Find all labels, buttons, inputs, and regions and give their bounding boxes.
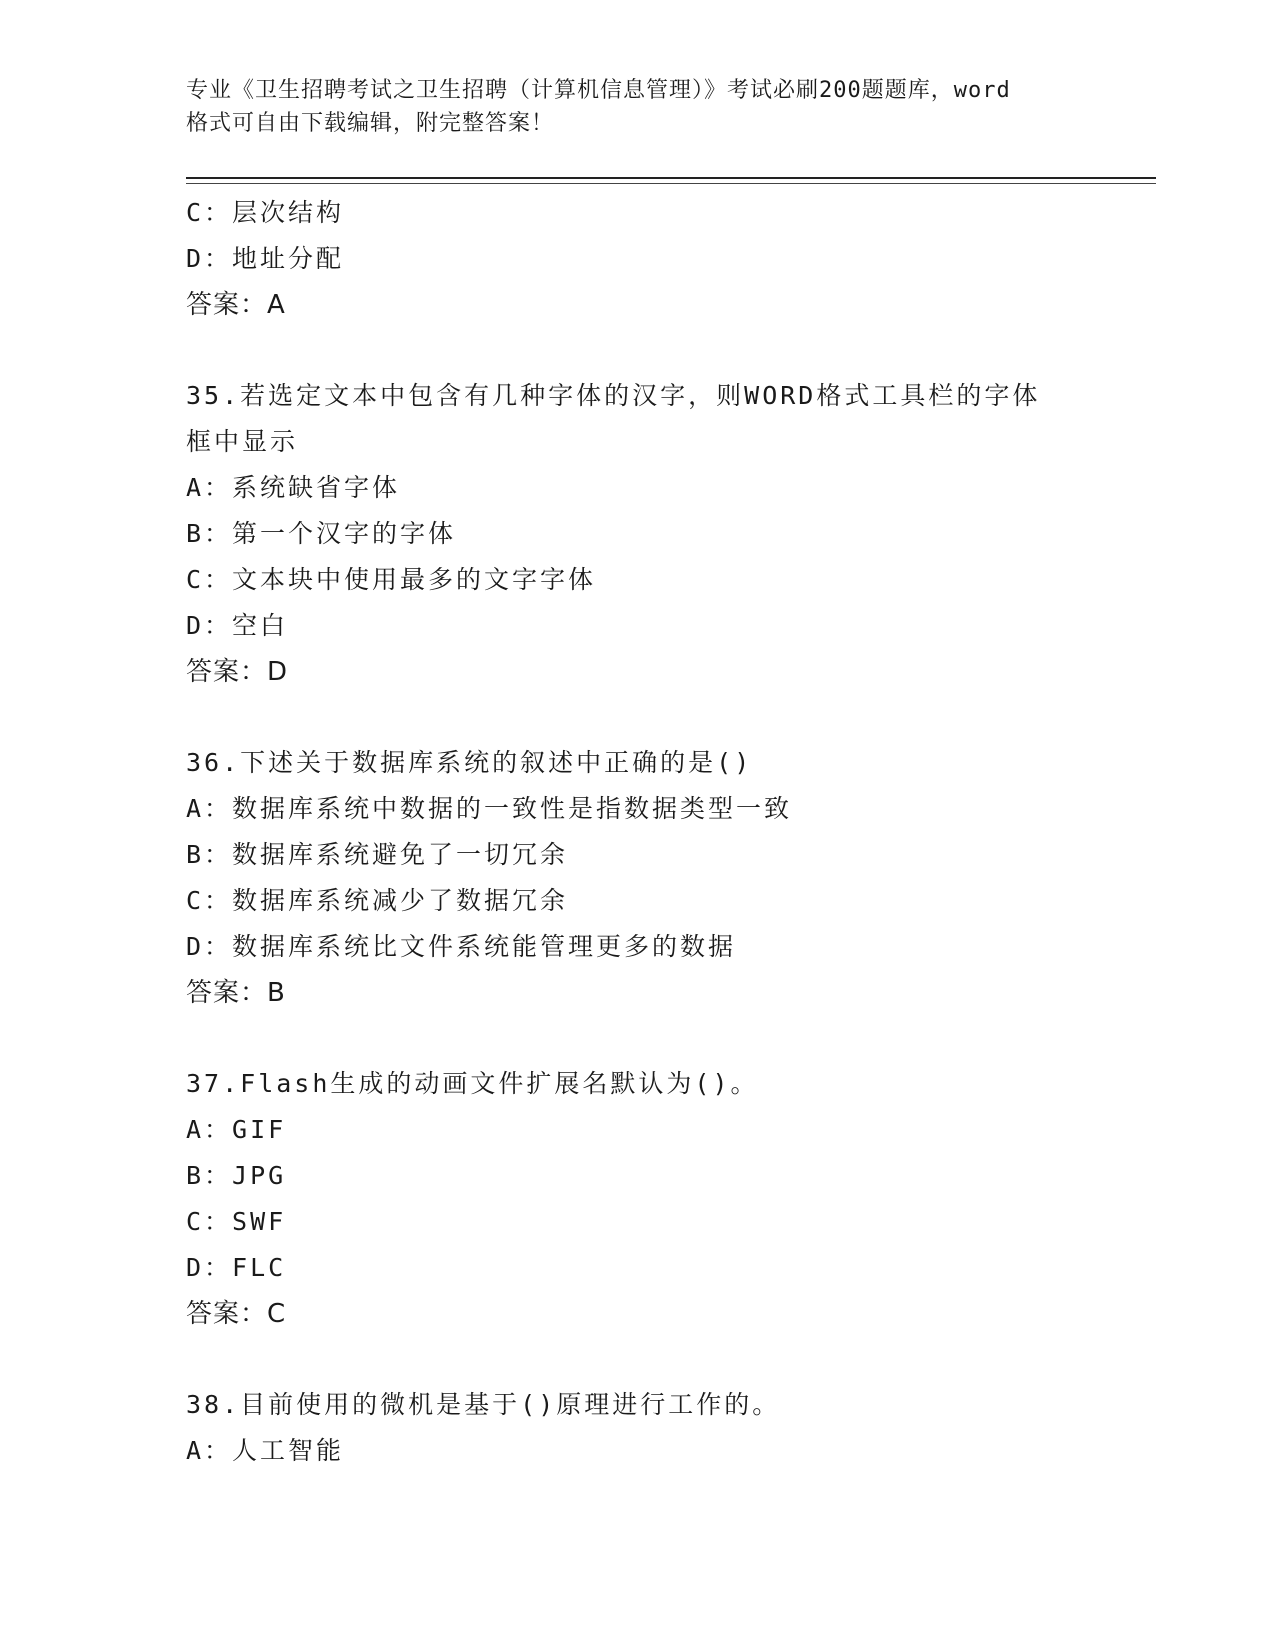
- question-stem: 35.若选定文本中包含有几种字体的汉字，则WORD格式工具栏的字体: [186, 381, 1041, 410]
- option-d: D：数据库系统比文件系统能管理更多的数据: [186, 932, 737, 961]
- question-36: [186, 740, 1086, 1016]
- question-35: [186, 373, 1086, 695]
- question-stem: 38.目前使用的微机是基于()原理进行工作的。: [186, 1390, 781, 1419]
- header-divider-thin: [186, 183, 1156, 184]
- document-header: [186, 74, 1086, 140]
- option-c: C：文本块中使用最多的文字字体: [186, 565, 597, 594]
- answer-line: 答案：D: [186, 657, 289, 687]
- question-list: [186, 190, 1086, 1474]
- question-38: [186, 1382, 1086, 1474]
- answer-line: 答案：C: [186, 1299, 287, 1329]
- option-c: C：SWF: [186, 1207, 287, 1236]
- option-b: B：第一个汉字的字体: [186, 519, 457, 548]
- option-a: A：人工智能: [186, 1436, 345, 1465]
- question-34-partial: [186, 190, 1086, 328]
- option-c: C：数据库系统减少了数据冗余: [186, 886, 569, 915]
- option-a: A：系统缺省字体: [186, 473, 401, 502]
- answer-line: 答案：A: [186, 290, 286, 320]
- question-stem: 37.Flash生成的动画文件扩展名默认为()。: [186, 1069, 759, 1098]
- answer-line: 答案：B: [186, 978, 286, 1008]
- option-c: C：层次结构: [186, 198, 345, 227]
- header-line-1: 专业《卫生招聘考试之卫生招聘（计算机信息管理）》考试必刷200题题库，word: [186, 78, 1011, 103]
- question-stem-continued: 框中显示: [186, 427, 299, 456]
- option-d: D：空白: [186, 611, 289, 640]
- question-37: [186, 1061, 1086, 1337]
- option-d: D：地址分配: [186, 244, 345, 273]
- option-a: A：数据库系统中数据的一致性是指数据类型一致: [186, 794, 793, 823]
- header-line-2: 格式可自由下载编辑，附完整答案！: [186, 111, 555, 136]
- option-b: B：数据库系统避免了一切冗余: [186, 840, 569, 869]
- option-d: D：FLC: [186, 1253, 287, 1282]
- option-a: A：GIF: [186, 1115, 287, 1144]
- question-stem: 36.下述关于数据库系统的叙述中正确的是(): [186, 748, 753, 777]
- option-b: B：JPG: [186, 1161, 287, 1190]
- header-divider-thick: [186, 177, 1156, 179]
